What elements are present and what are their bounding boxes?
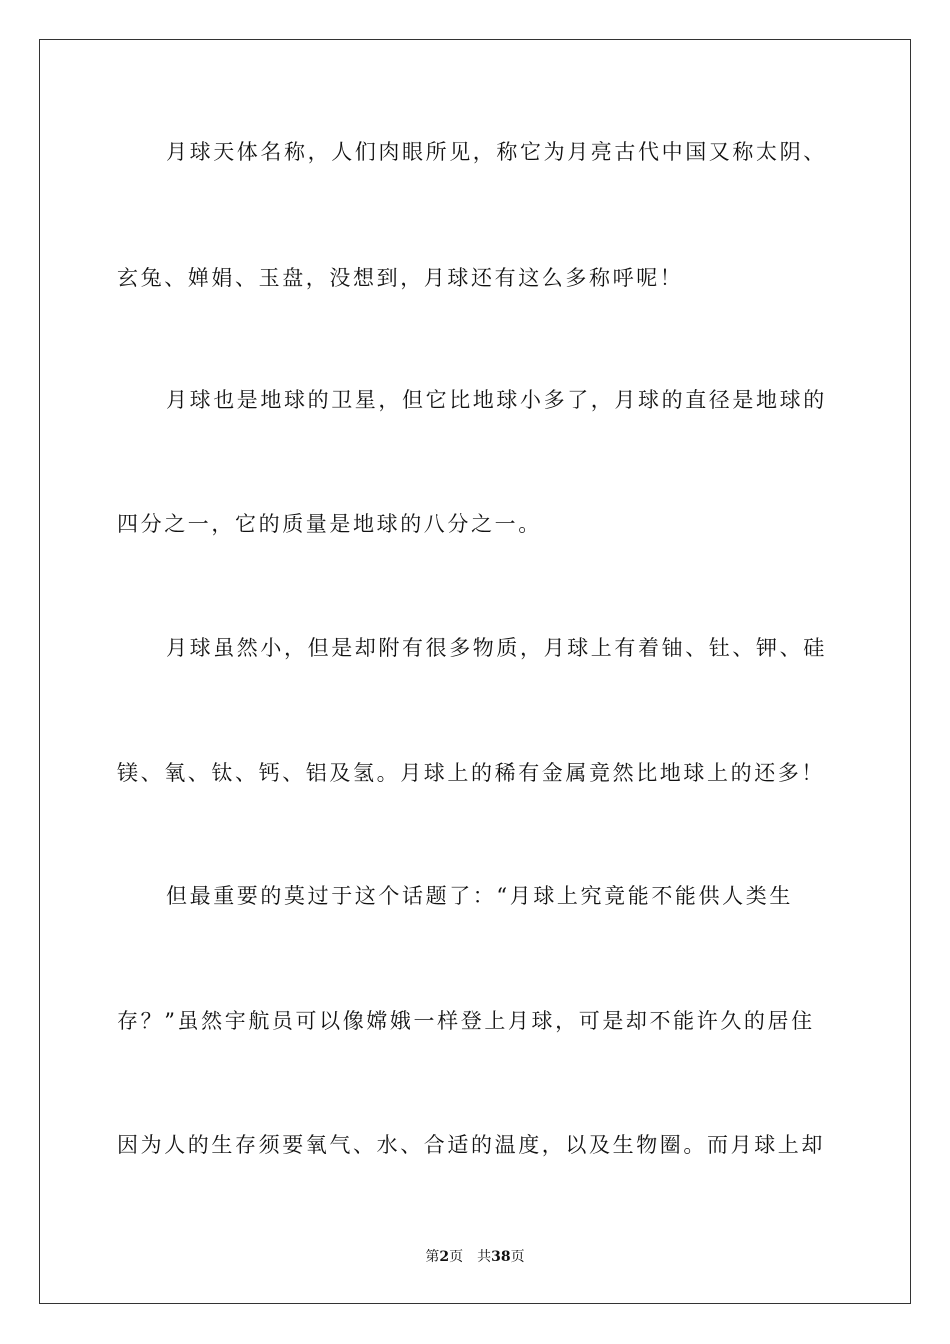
total-pages: 38 [491,1249,511,1265]
paragraph-line: 玄兔、婵娟、玉盘，没想到，月球还有这么多称呼呢！ [117,266,684,290]
paragraph-line: 但最重要的莫过于这个话题了：“月球上究竟能不能供人类生 [166,884,793,908]
paragraph-line: 月球也是地球的卫星，但它比地球小多了，月球的直径是地球的 [166,388,827,412]
page-prefix: 第 [425,1249,440,1265]
page-suffix: 页 [449,1249,464,1265]
total-prefix: 共 [477,1249,492,1265]
total-suffix: 页 [510,1249,525,1265]
page-number: 2 [439,1249,450,1265]
paragraph-line: 因为人的生存须要氧气、水、合适的温度，以及生物圈。而月球上却 [117,1133,825,1157]
paragraph-line: 月球天体名称，人们肉眼所见，称它为月亮古代中国又称太阴、 [166,140,827,164]
page-footer [0,1247,950,1267]
page-border [39,39,911,1304]
paragraph-line: 月球虽然小，但是却附有很多物质，月球上有着铀、钍、钾、硅 [166,636,827,660]
paragraph-line: 四分之一，它的质量是地球的八分之一。 [117,512,542,536]
paragraph-line: 存？”虽然宇航员可以像嫦娥一样登上月球，可是却不能许久的居住 [117,1009,815,1033]
paragraph-line: 镁、氧、钛、钙、铝及氢。月球上的稀有金属竟然比地球上的还多！ [117,761,825,785]
